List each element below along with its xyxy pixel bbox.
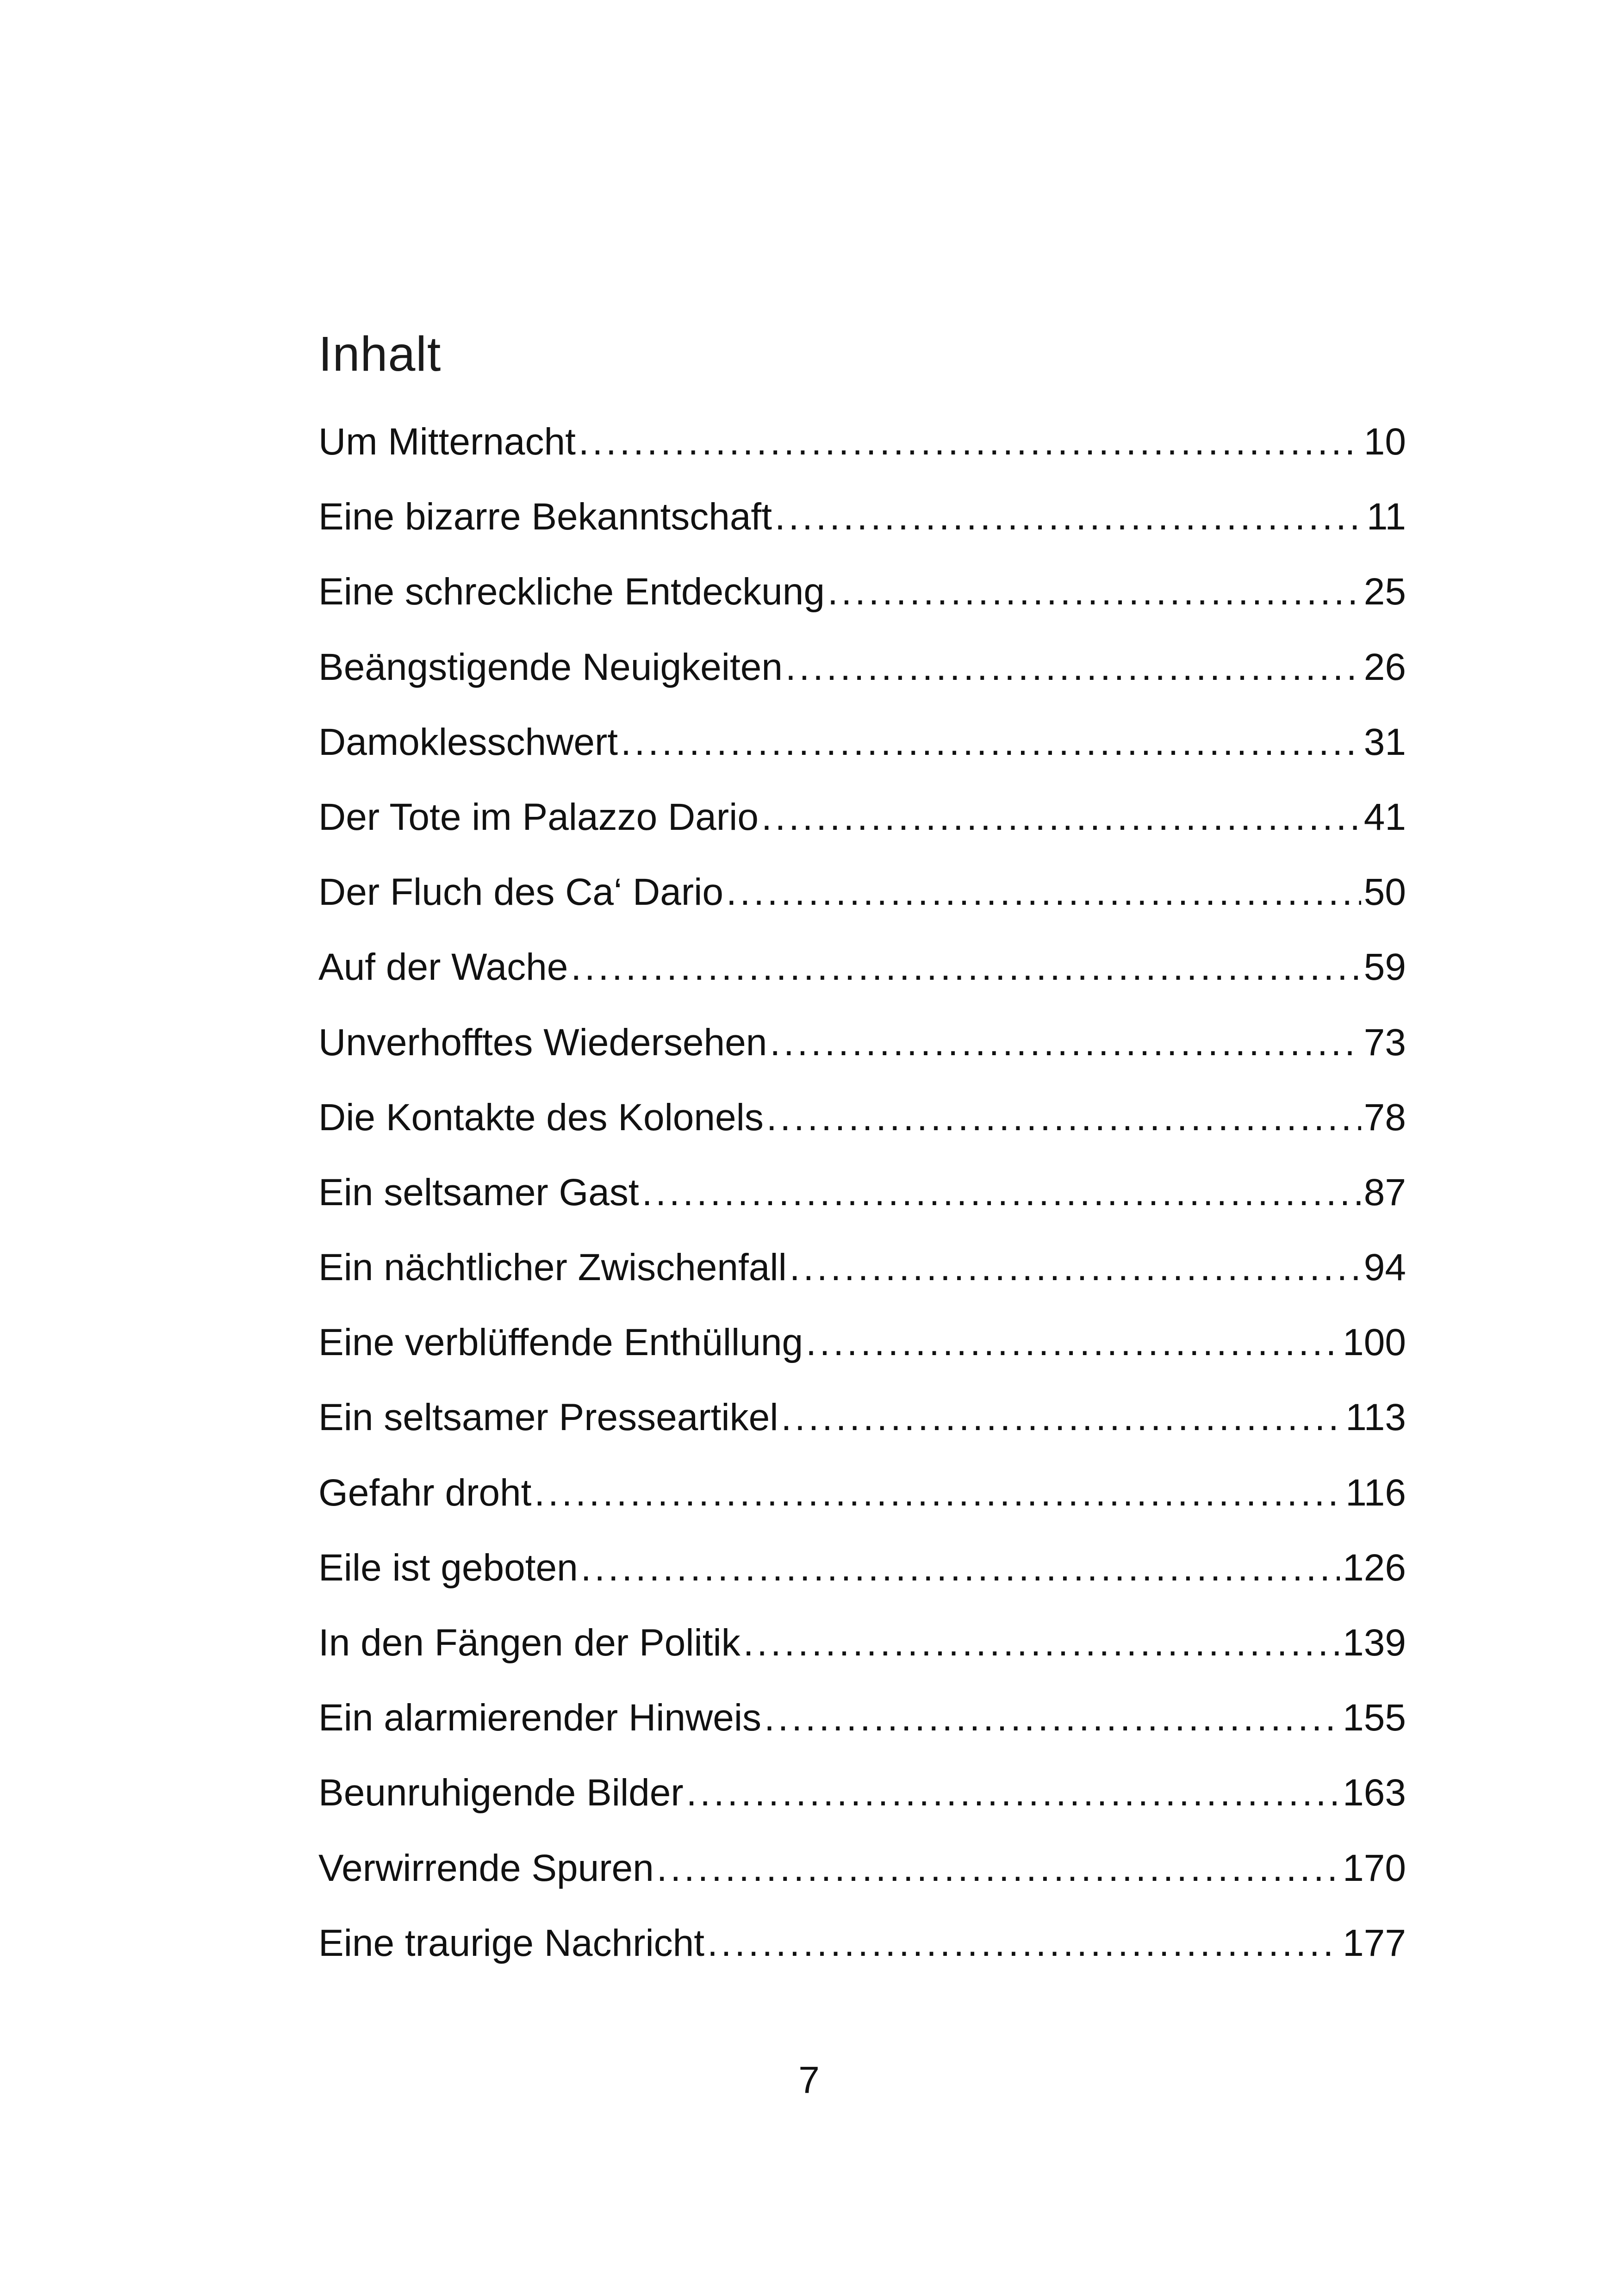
toc-entry [318, 1618, 1406, 1692]
toc-entry [318, 1468, 1406, 1543]
toc-entry-label: In den Fängen der Politik [318, 1622, 741, 1664]
toc-entry-page: 177 [1343, 1922, 1406, 1964]
toc-dot-leader [743, 1618, 1340, 1668]
toc-dot-leader [571, 942, 1361, 993]
toc-entry-label: Gefahr droht [318, 1471, 532, 1514]
toc-entry [318, 1092, 1406, 1167]
toc-entry-label: Eine bizarre Bekanntschaft [318, 496, 772, 538]
toc-dot-leader [657, 1843, 1340, 1894]
toc-dot-leader [707, 1918, 1340, 1969]
toc-entry-page: 10 [1363, 421, 1406, 463]
toc-entry [318, 1692, 1406, 1767]
toc-entry-page: 50 [1363, 871, 1406, 914]
toc-entry-label: Verwirrende Spuren [318, 1847, 654, 1889]
toc-dot-leader [790, 1242, 1361, 1293]
toc-dot-leader [775, 492, 1364, 542]
toc-entry-label: Damoklesschwert [318, 721, 618, 763]
toc-entry-page: 59 [1363, 946, 1406, 989]
toc-entry-page: 41 [1363, 796, 1406, 838]
toc-entry-label: Beunruhigende Bilder [318, 1772, 684, 1814]
toc-entry [318, 717, 1406, 792]
toc-entry-label: Beängstigende Neuigkeiten [318, 646, 783, 688]
toc-entry-label: Ein seltsamer Gast [318, 1171, 639, 1213]
toc-dot-leader [621, 717, 1361, 768]
toc-entry [318, 867, 1406, 942]
toc-entry-page: 31 [1363, 721, 1406, 763]
toc-dot-leader [686, 1767, 1340, 1818]
toc-entry-page: 78 [1363, 1096, 1406, 1139]
toc-dot-leader [581, 1543, 1340, 1593]
page-number: 7 [798, 2059, 820, 2101]
toc-dot-leader [642, 1167, 1361, 1218]
toc-dot-leader [785, 642, 1361, 693]
toc-dot-leader [806, 1317, 1340, 1368]
toc-dot-leader [726, 867, 1361, 918]
toc-entry [318, 1543, 1406, 1618]
toc-dot-leader [579, 417, 1361, 467]
page-title: Inhalt [318, 327, 442, 381]
toc-entry-page: 116 [1345, 1471, 1406, 1514]
toc-entry [318, 642, 1406, 717]
toc-dot-leader [534, 1468, 1343, 1518]
toc-entry-label: Die Kontakte des Kolonels [318, 1096, 764, 1139]
toc-entry-page: 73 [1363, 1021, 1406, 1064]
table-of-contents [318, 417, 1406, 1993]
toc-entry [318, 792, 1406, 867]
toc-entry [318, 1167, 1406, 1242]
toc-dot-leader [781, 1392, 1343, 1443]
toc-entry [318, 566, 1406, 641]
toc-entry-page: 25 [1363, 571, 1406, 613]
toc-entry [318, 1317, 1406, 1392]
toc-entry-label: Eine traurige Nachricht [318, 1922, 705, 1964]
toc-entry-label: Ein nächtlicher Zwischenfall [318, 1246, 787, 1289]
toc-entry-label: Ein alarmierender Hinweis [318, 1697, 762, 1739]
toc-entry-label: Ein seltsamer Presseartikel [318, 1396, 778, 1439]
toc-dot-leader [761, 792, 1361, 843]
toc-dot-leader [764, 1692, 1340, 1743]
toc-entry-page: 113 [1345, 1396, 1406, 1439]
toc-entry [318, 417, 1406, 492]
toc-entry-page: 87 [1363, 1171, 1406, 1213]
toc-entry-page: 163 [1343, 1772, 1406, 1814]
toc-entry-label: Eine verblüffende Enthüllung [318, 1321, 803, 1364]
toc-entry-label: Unverhofftes Wiedersehen [318, 1021, 767, 1064]
toc-entry-label: Der Tote im Palazzo Dario [318, 796, 759, 838]
toc-entry [318, 942, 1406, 1017]
toc-entry-label: Auf der Wache [318, 946, 568, 989]
toc-dot-leader [770, 1017, 1361, 1068]
toc-entry [318, 1843, 1406, 1918]
toc-entry-page: 126 [1343, 1546, 1406, 1589]
toc-entry-page: 26 [1363, 646, 1406, 688]
toc-entry-page: 11 [1366, 496, 1406, 538]
toc-entry [318, 1767, 1406, 1842]
toc-entry [318, 1918, 1406, 1993]
toc-dot-leader [828, 566, 1361, 617]
toc-entry [318, 1392, 1406, 1467]
toc-dot-leader [766, 1092, 1361, 1143]
toc-entry [318, 1017, 1406, 1092]
toc-entry-label: Eile ist geboten [318, 1546, 578, 1589]
toc-entry-label: Der Fluch des Ca‘ Dario [318, 871, 723, 914]
toc-entry [318, 1242, 1406, 1317]
toc-entry-label: Um Mitternacht [318, 421, 576, 463]
toc-entry-page: 94 [1363, 1246, 1406, 1289]
toc-entry-page: 139 [1343, 1622, 1406, 1664]
toc-entry-page: 170 [1343, 1847, 1406, 1889]
toc-entry-page: 155 [1343, 1697, 1406, 1739]
toc-entry-label: Eine schreckliche Entdeckung [318, 571, 825, 613]
toc-entry-page: 100 [1343, 1321, 1406, 1364]
toc-entry [318, 492, 1406, 566]
